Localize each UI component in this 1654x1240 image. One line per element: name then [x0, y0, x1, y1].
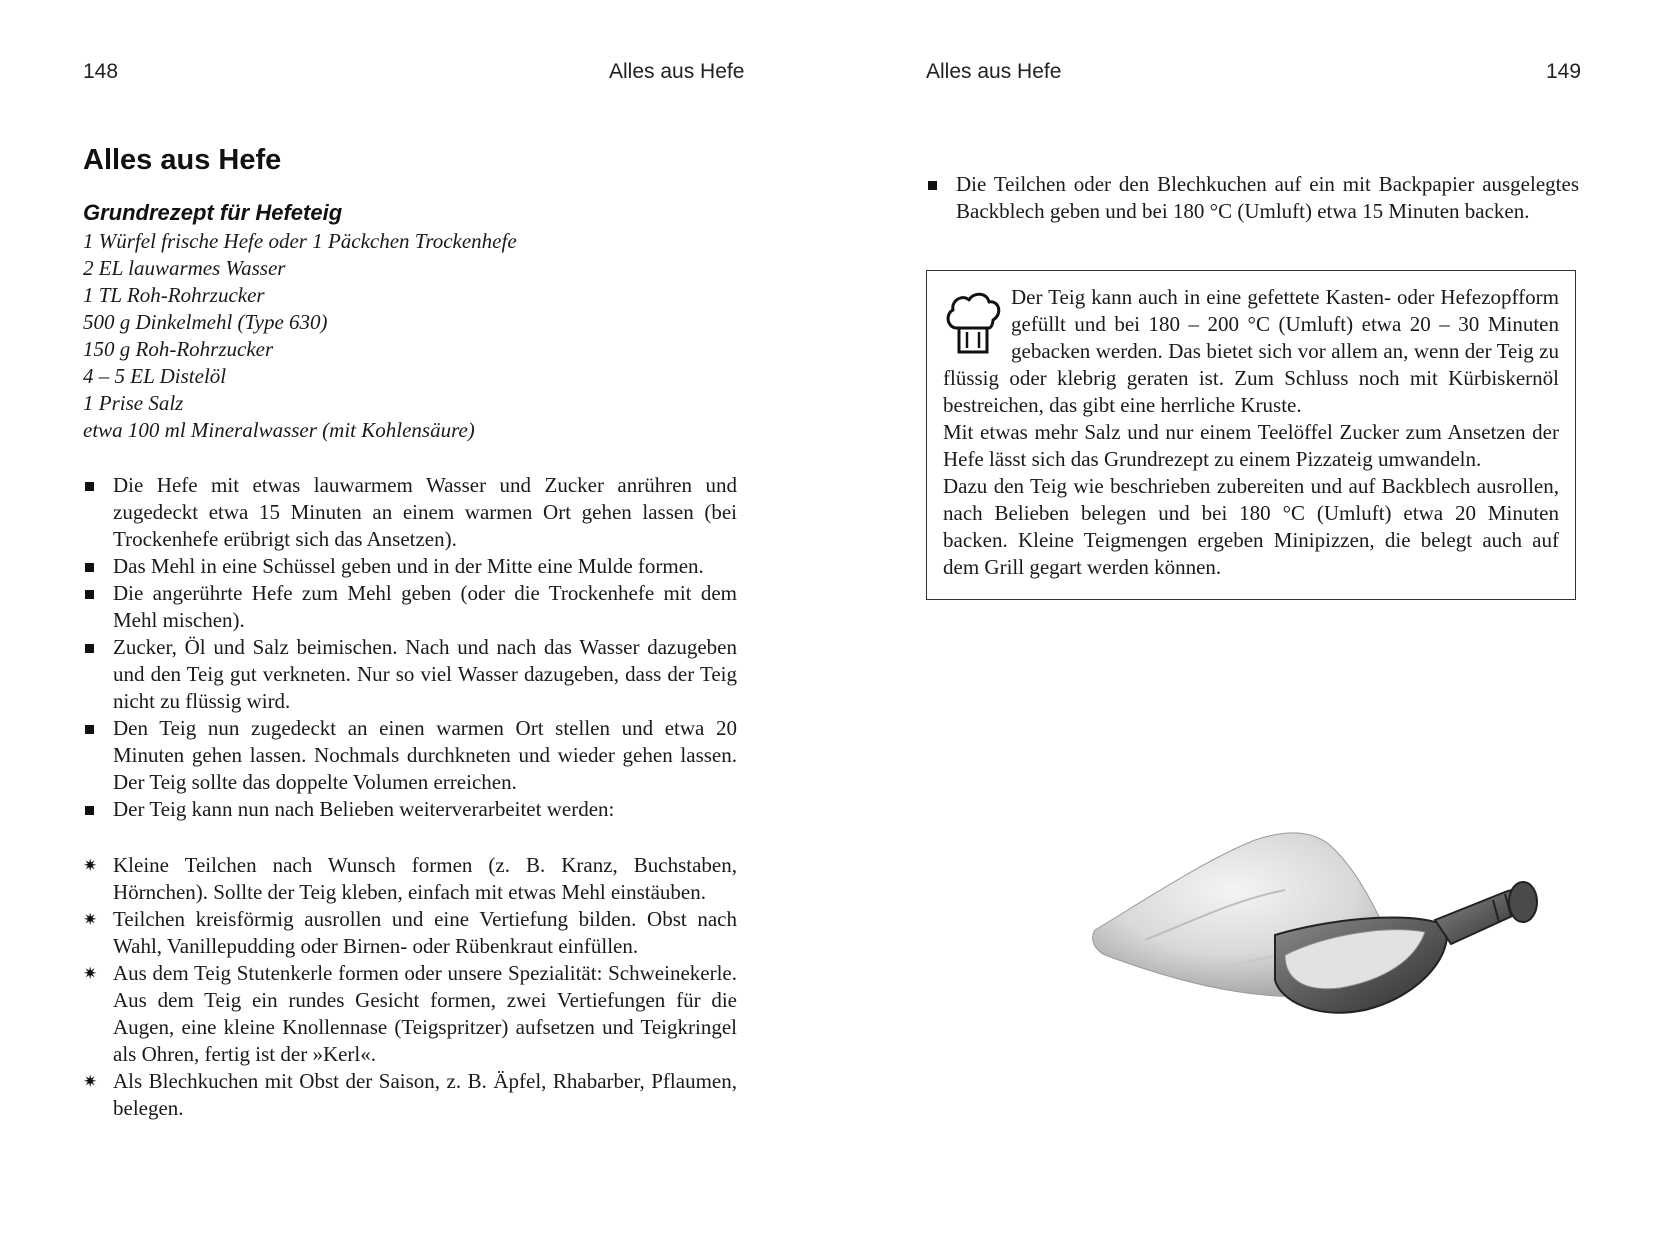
flour-scoop-illustration [1085, 820, 1555, 1070]
variant-text: Kleine Teilchen nach Wunsch formen (z. B. Kranz, Buchstaben, Hörnchen). Sollte der Teig kleben, einfach mit etwas Mehl einstäuben. [113, 853, 737, 904]
square-bullet-icon [928, 181, 937, 190]
running-head: Alles aus Hefe [926, 60, 1062, 83]
asterisk-bullet-icon: ✷ [83, 964, 98, 983]
recipe-title: Grundrezept für Hefeteig [83, 200, 343, 225]
instruction-item [926, 171, 1579, 225]
variant-text: Teilchen kreisförmig ausrollen und eine Vertiefung bilden. Obst nach Wahl, Vanillepudding oder Birnen- oder Rübenkraut einfüllen. [113, 907, 737, 958]
asterisk-bullet-icon: ✷ [83, 910, 98, 929]
tip-paragraph: Der Teig kann auch in eine gefettete Kasten- oder Hefezopfform gefüllt und bei 180 – 200 °C (Umluft) etwa 20 – 30 Minuten gebacken werden. Das bietet sich vor allem an, wenn der Teig zu flüssig oder klebrig geraten ist. Zum Schluss noch mit Kürbiskernöl bestreichen, das gibt eine herrliche Kruste. [943, 285, 1559, 417]
ingredient-item: 2 EL lauwarmes Wasser [83, 256, 286, 280]
instruction-text: Die Teilchen oder den Blechkuchen auf ein mit Backpapier ausgelegtes Backblech geben und bei 180 °C (Umluft) etwa 15 Minuten backen. [956, 172, 1579, 223]
ingredient-item: 4 – 5 EL Distelöl [83, 364, 227, 388]
instruction-list [926, 171, 1579, 225]
instruction-text: Der Teig kann nun nach Belieben weiterverarbeitet werden: [113, 797, 615, 821]
ingredient-item: 1 TL Roh-Rohrzucker [83, 283, 265, 307]
variant-text: Als Blechkuchen mit Obst der Saison, z. B. Äpfel, Rhabarber, Pflaumen, belegen. [113, 1069, 737, 1120]
asterisk-bullet-icon: ✷ [83, 1072, 98, 1091]
tip-paragraph: Dazu den Teig wie beschrieben zubereiten und auf Backblech ausrollen, nach Belieben belegen und bei 180 °C (Umluft) etwa 20 Minuten backen. Kleine Teigmengen ergeben Minipizzen, die belegt auch auf dem Grill gegart werden können. [943, 474, 1559, 579]
ingredient-item: etwa 100 ml Mineralwasser (mit Kohlensäure) [83, 418, 475, 442]
instruction-text: Das Mehl in eine Schüssel geben und in der Mitte eine Mulde formen. [113, 554, 704, 578]
instruction-text: Die angerührte Hefe zum Mehl geben (oder die Trockenhefe mit dem Mehl mischen). [113, 581, 737, 632]
variant-text: Aus dem Teig Stutenkerle formen oder unsere Spezialität: Schweinekerle. Aus dem Teig ein rundes Gesicht formen, zwei Vertiefungen für die Augen, eine kleine Knollennase (Teigspritzer) aufsetzen und Teigkringel als Ohren, fertig ist der »Kerl«. [113, 961, 737, 1066]
tip-box [926, 270, 1576, 600]
instruction-text: Den Teig nun zugedeckt an einen warmen Ort stellen und etwa 20 Minuten gehen lassen. Nochmals durchkneten und wieder gehen lassen. Der Teig sollte das doppelte Volumen erreichen. [113, 716, 737, 794]
ingredient-item: 150 g Roh-Rohrzucker [83, 337, 274, 361]
ingredient-item: 1 Würfel frische Hefe oder 1 Päckchen Trockenhefe [83, 229, 517, 253]
asterisk-bullet-icon: ✷ [83, 856, 98, 875]
page-number: 149 [1546, 60, 1582, 83]
tip-paragraph: Mit etwas mehr Salz und nur einem Teelöffel Zucker zum Ansetzen der Hefe lässt sich das Grundrezept zu einem Pizzateig umwandeln. [943, 420, 1559, 471]
page-number: 148 [83, 60, 119, 83]
instruction-text: Die Hefe mit etwas lauwarmem Wasser und Zucker anrühren und zugedeckt etwa 15 Minuten an einem warmen Ort gehen lassen (bei Trockenhefe erübrigt sich das Ansetzen). [113, 473, 737, 551]
chapter-title: Alles aus Hefe [83, 144, 282, 176]
running-head: Alles aus Hefe [609, 60, 745, 83]
ingredient-item: 500 g Dinkelmehl (Type 630) [83, 310, 328, 334]
chef-hat-icon [943, 288, 1003, 358]
ingredient-item: 1 Prise Salz [83, 391, 184, 415]
instruction-text: Zucker, Öl und Salz beimischen. Nach und nach das Wasser dazugeben und den Teig gut verkneten. Nur so viel Wasser dazugeben, dass der Teig nicht zu flüssig wird. [113, 635, 737, 713]
